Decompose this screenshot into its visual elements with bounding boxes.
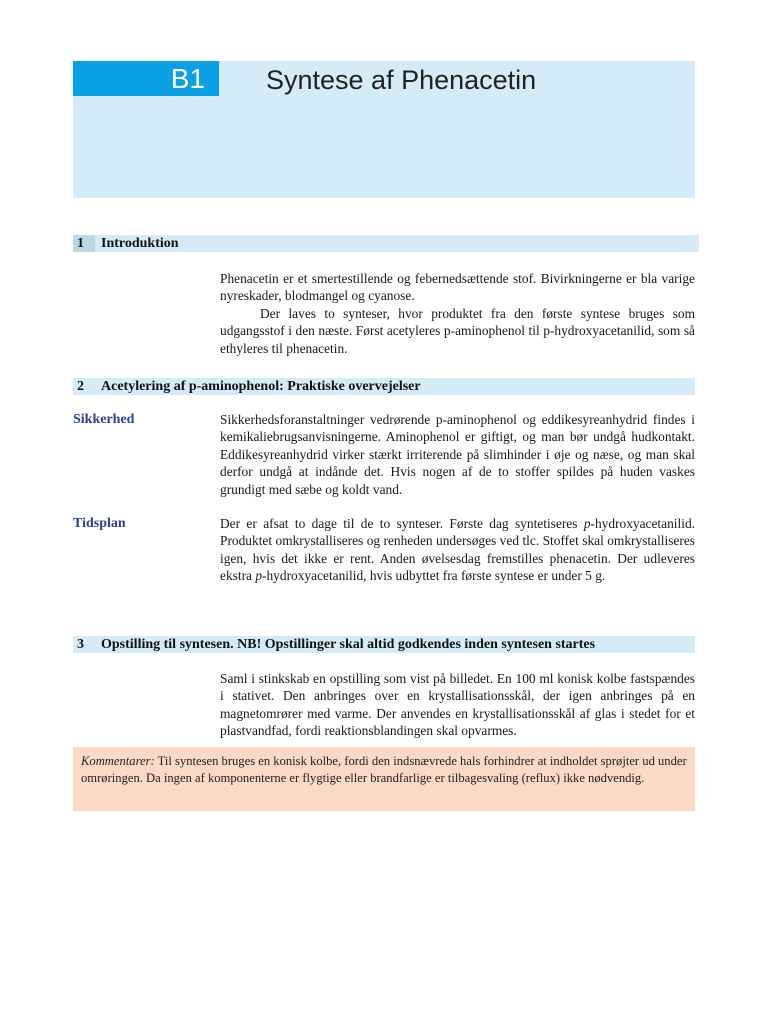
italic-run: p xyxy=(255,568,263,584)
comment-label: Kommentarer: xyxy=(81,754,155,768)
section-number: 2 xyxy=(77,379,84,394)
section-number: 3 xyxy=(77,637,84,652)
schedule-label: Tidsplan xyxy=(73,516,126,531)
comment-text: Til syntesen bruges en konisk kolbe, fordi den indsnævrede hals forhindrer at indholdet sprøjter ud under omrøringen. Da ingen af komponenterne er flygtige eller brandfarlige er tilbagesvaling (reflux) ikke nødvendig. xyxy=(81,754,687,785)
italic-run: p xyxy=(583,516,591,531)
exercise-code: B1 xyxy=(73,61,219,96)
setup-text xyxy=(220,670,695,740)
section-heading-acetylation xyxy=(73,378,695,395)
comment-box xyxy=(73,747,695,811)
safety-label: Sikkerhed xyxy=(73,412,135,427)
paragraph xyxy=(220,515,695,585)
section-title: Introduktion xyxy=(101,236,179,251)
section-heading-introduction xyxy=(73,235,699,252)
paragraph: Sikkerhedsforanstaltninger vedrørende p-aminophenol og eddikesyreanhydrid findes i kemikaliebrugsanvisningerne. Aminophenol er giftigt, og man bør undgå hudkontakt. Eddikesyreanhydrid virker stærkt irriterende på slimhinder i øje og næse, og man skal derfor undgå at indånde det. Hvis nogen af de to stoffer spildes på huden vaskes grundigt med sæbe og koldt vand. xyxy=(220,412,695,497)
schedule-text xyxy=(220,515,695,585)
section-title: Opstilling til syntesen. NB! Opstillinger skal altid godkendes inden syntesen startes xyxy=(101,637,596,652)
page-title: Syntese af Phenacetin xyxy=(266,65,537,95)
text-run: -hydroxyacetanilid, hvis udbyttet fra første syntese er under 5 g. xyxy=(262,568,606,584)
safety-text xyxy=(220,411,695,498)
text-run: Der er afsat to dage til de to synteser. Første dag syntetiseres xyxy=(220,516,584,531)
introduction-text xyxy=(220,270,695,357)
paragraph: Der laves to synteser, hvor produktet fra den første syntese bruges som udgangsstof i den næste. Først acetyleres p-aminophenol til p-hydroxyacetanilid, som så ethyleres til phenacetin. xyxy=(220,305,695,356)
section-heading-setup xyxy=(73,636,695,653)
section-title: Acetylering af p-aminophenol: Praktiske overvejelser xyxy=(101,379,421,394)
paragraph: Phenacetin er et smertestillende og febernedsættende stof. Bivirkningerne er bla varige nyreskader, blodmangel og cyanose. xyxy=(220,271,695,304)
section-number: 1 xyxy=(77,236,84,251)
paragraph: Saml i stinkskab en opstilling som vist på billedet. En 100 ml konisk kolbe fastspændes i stativet. Den anbringes over en krystallisationsskål, der igen anbringes på en magnetomrører med varme. Der anvendes en krystallisationsskål af glas i stedet for et plastvandfad, fordi reaktionsblandingen skal opvarmes. xyxy=(220,671,695,739)
text-run: -hydroxyacetanilid. Produktet omkrystalliseres og renheden undersøges ved tlc. Stoffet skal omkrystalliseres igen, hvis det ikke er rent. Anden øvelsesdag fremstilles phenacetin. Der udleveres ekstra xyxy=(220,516,695,584)
